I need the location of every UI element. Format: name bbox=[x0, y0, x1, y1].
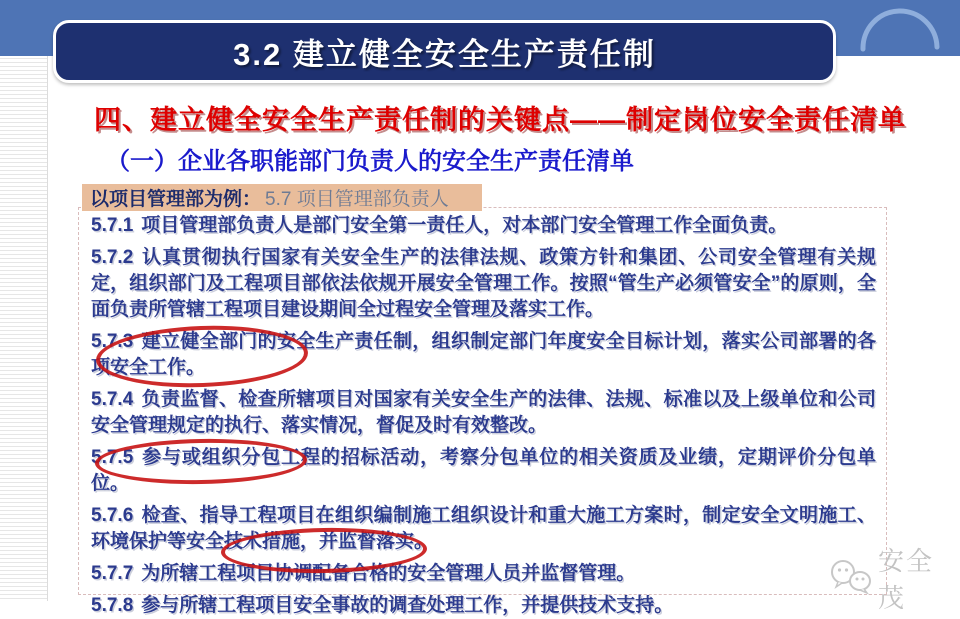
responsibility-list-box bbox=[78, 207, 887, 616]
chat-bubbles-icon bbox=[828, 558, 874, 599]
watermark-text: 安全茂 bbox=[878, 546, 935, 613]
list-item: 5.7.6 检查、指导工程项目在组织编制施工组织设计和重大施工方案时，制定安全文明施工、环境保护等安全技术措施，并监督落实。 bbox=[91, 505, 876, 552]
list-item: 5.7.4 负责监督、检查所辖项目对国家有关安全生产的法律、法规、标准以及上级单位和公司安全管理规定的执行、落实情况，督促及时有效整改。 bbox=[91, 389, 876, 436]
list-item: 5.7.8 参与所辖工程项目安全事故的调查处理工作，并提供技术支持。 bbox=[91, 595, 674, 616]
section-heading: 四、建立健全安全生产责任制的关键点——制定岗位安全责任清单 bbox=[94, 105, 906, 135]
example-label bbox=[82, 184, 482, 211]
subsection-heading: （一）企业各职能部门负责人的安全生产责任清单 bbox=[106, 148, 634, 175]
lined-paper-texture bbox=[0, 56, 48, 601]
list-item: 5.7.7 为所辖工程项目协调配备合格的安全管理人员并监督管理。 bbox=[91, 563, 636, 584]
slide-title-bar bbox=[53, 20, 836, 83]
slide-title: 3.2 建立健全安全生产责任制 bbox=[233, 37, 656, 72]
example-label-prefix: 以项目管理部为例： bbox=[90, 189, 262, 210]
list-item: 5.7.2 认真贯彻执行国家有关安全生产的法律法规、政策方针和集团、公司安全管理有关规定，组织部门及工程项目部依法依规开展安全管理工作。按照“管生产必须管安全”的原则，全面负责所管辖工程项目建设期间全过程安全管理及落实工作。 bbox=[91, 247, 876, 320]
example-label-value: 5.7 项目管理部负责人 bbox=[265, 189, 449, 210]
list-item: 5.7.1 项目管理部负责人是部门安全第一责任人，对本部门安全管理工作全面负责。 bbox=[91, 215, 788, 236]
watermark bbox=[828, 541, 960, 615]
list-item: 5.7.5 参与或组织分包工程的招标活动，考察分包单位的相关资质及业绩，定期评价分包单位。 bbox=[91, 447, 876, 494]
list-item: 5.7.3 建立健全部门的安全生产责任制，组织制定部门年度安全目标计划，落实公司部署的各项安全工作。 bbox=[91, 331, 876, 378]
crescent-arc-icon bbox=[856, 3, 944, 58]
